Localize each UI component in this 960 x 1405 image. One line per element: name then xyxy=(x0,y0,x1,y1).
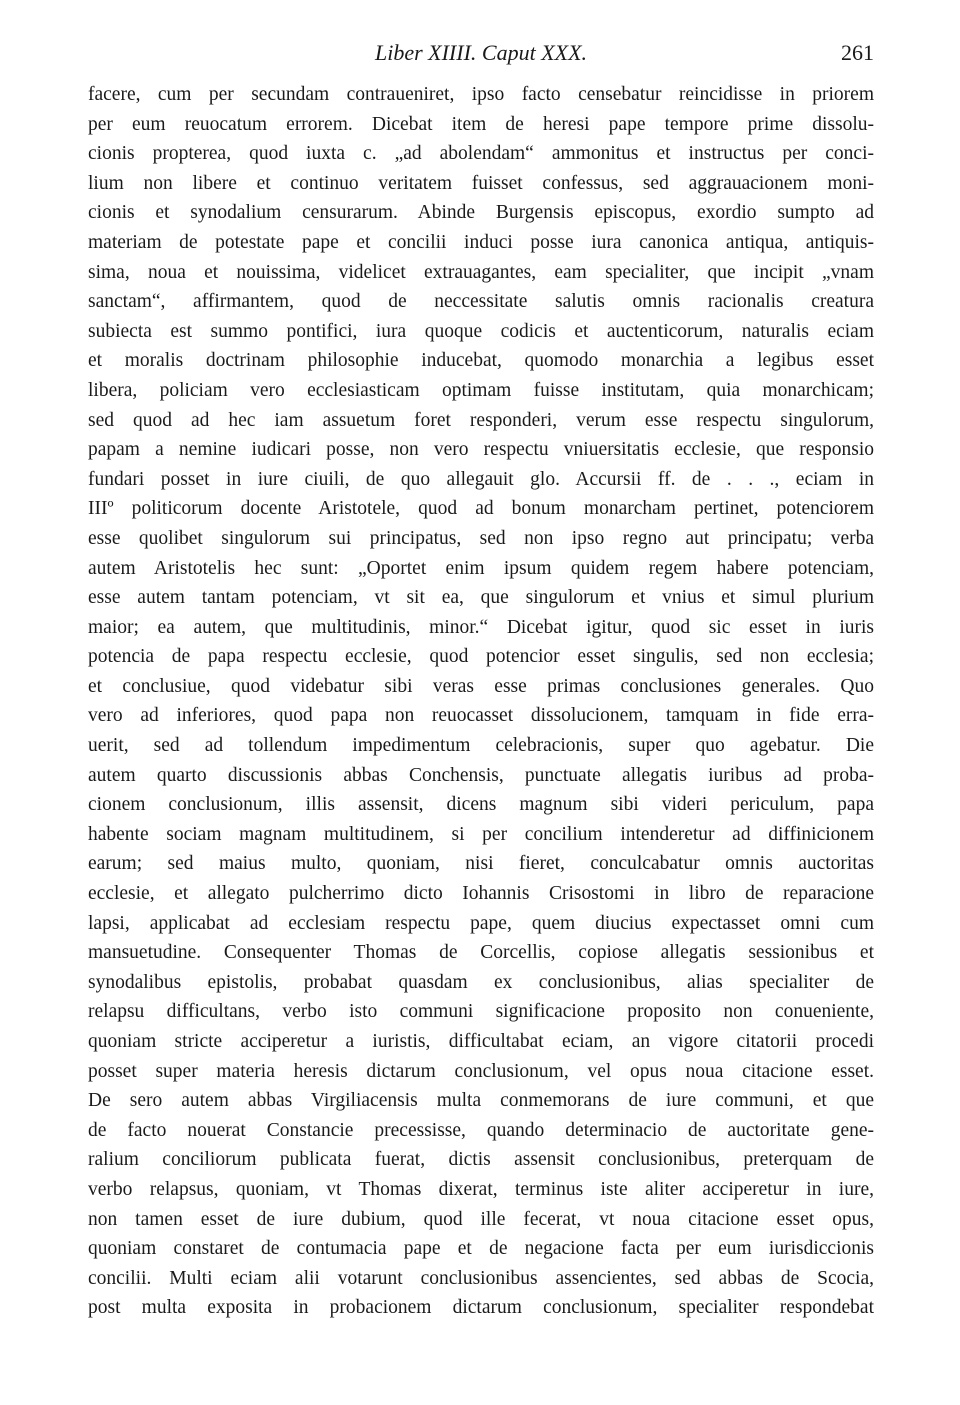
text-line: subiecta est summo pontifici, iura quoque codicis et auctenticorum, naturalis eciam xyxy=(88,320,874,342)
text-line: fundari posset in iure ciuili, de quo allegauit glo. Accursii ff. de . . ., eciam in xyxy=(88,468,874,490)
text-line: potencia de papa respectu ecclesie, quod potencior esset singulis, sed non ecclesia; xyxy=(88,646,874,668)
text-line: maior; ea autem, que multitudinis, minor.“ Dicebat igitur, quod sic esset in iuris xyxy=(88,616,874,638)
running-title: Liber XIIII. Caput XXX. xyxy=(374,40,588,65)
text-line: autem Aristotelis hec sunt: „Oportet enim ipsum quidem regem habere potenciam, xyxy=(88,557,874,579)
page-header xyxy=(88,40,874,80)
text-line: sima, noua et nouissima, videlicet extrauagantes, eam specialiter, que incipit „vnam xyxy=(88,261,874,283)
text-line: post multa exposita in probacionem dictarum conclusionum, specialiter respondebat xyxy=(88,1297,874,1319)
text-line: IIIº politicorum docente Aristotele, quod ad bonum monarcham pertinet, potenciorem xyxy=(88,498,874,520)
text-line: facere, cum per secundam contraueniret, ipso facto censebatur reincidisse in priorem xyxy=(88,84,874,105)
text-line: lapsi, applicabat ad ecclesiam respectu pape, quem diucius expectasset omni cum xyxy=(88,912,874,934)
text-line: cionis et synodalium censurarum. Abinde Burgensis episcopus, exordio sumpto ad xyxy=(88,202,874,224)
text-line: sanctam“, affirmantem, quod de neccessitate salutis omnis racionalis creatura xyxy=(88,291,874,313)
text-line: de facto nouerat Constancie precessisse, quando determinacio de auctoritate gene- xyxy=(88,1119,874,1141)
text-line: et moralis doctrinam philosophie inducebat, quomodo monarchia a legibus esset xyxy=(88,350,874,372)
text-line: ecclesie, et allegato pulcherrimo dicto Iohannis Crisostomi in libro de reparacione xyxy=(88,883,874,905)
text-line: concilii. Multi eciam alii votarunt conclusionibus assencientes, sed abbas de Scocia, xyxy=(88,1267,874,1289)
text-line: earum; sed maius multo, quoniam, nisi fieret, conculcabatur omnis auctoritas xyxy=(88,853,874,875)
text-line: quoniam constaret de contumacia pape et de negacione facta per eum iurisdiccionis xyxy=(88,1238,874,1260)
text-line: materiam de potestate pape et concilii induci posse iura canonica antiqua, antiquis- xyxy=(88,231,874,253)
text-line: vero ad inferiores, quod papa non reuocasset dissolucionem, tamquam in fide erra- xyxy=(88,705,874,727)
text-line: papam a nemine iudicari posse, non vero respectu vniuersitatis ecclesie, que responsio xyxy=(88,439,874,461)
text-line: et conclusiue, quod videbatur sibi veras esse primas conclusiones generales. Quo xyxy=(88,675,874,697)
text-line: uerit, sed ad tollendum impedimentum celebracionis, super quo agebatur. Die xyxy=(88,735,874,757)
text-line: esse quolibet singulorum sui principatus, sed non ipso regno aut principatu; verba xyxy=(88,527,874,549)
text-line: cionis propterea, quod iuxta c. „ad abolendam“ ammonitus et instructus per conci- xyxy=(88,143,874,165)
text-line: mansuetudine. Consequenter Thomas de Corcellis, copiose allegatis sessionibus et xyxy=(88,942,874,964)
text-line: libera, policiam vero ecclesiasticam optimam fuisse institutam, quia monarchicam; xyxy=(88,379,874,401)
text-line: ralium conciliorum publicata fuerat, dictis assensit conclusionibus, preterquam de xyxy=(88,1149,874,1171)
text-line: verbo relapsus, quoniam, vt Thomas dixerat, terminus iste aliter acciperetur in iure, xyxy=(88,1178,874,1200)
page-number: 261 xyxy=(841,40,874,65)
text-line: habente sociam magnam multitudinem, si per concilium intenderetur ad diffinicionem xyxy=(88,823,874,845)
body-text xyxy=(88,80,874,1323)
book-page xyxy=(88,40,874,1323)
text-line: posset super materia heresis dictarum conclusionum, vel opus noua citacione esset. xyxy=(88,1060,874,1082)
text-line: autem quarto discussionis abbas Conchensis, punctuate allegatis iuribus ad proba- xyxy=(88,764,874,786)
text-line: synodalibus epistolis, probabat quasdam ex conclusionibus, alias specialiter de xyxy=(88,971,874,993)
text-line: sed quod ad hec iam assuetum foret responderi, verum esse respectu singulorum, xyxy=(88,409,874,431)
text-line: quoniam stricte acciperetur a iuristis, difficultabat eciam, an vigore citatorii procedi xyxy=(88,1031,874,1052)
text-line: per eum reuocatum errorem. Dicebat item de heresi pape tempore prime dissolu- xyxy=(88,113,874,135)
text-line: non tamen esset de iure dubium, quod ille fecerat, vt noua citacione esset opus, xyxy=(88,1208,874,1230)
text-line: relapsu difficultans, verbo isto communi significacione proposito non conueniente, xyxy=(88,1001,874,1023)
text-line: De sero autem abbas Virgiliacensis multa conmemorans de iure communi, et que xyxy=(88,1090,874,1112)
text-line: cionem conclusionum, illis assensit, dicens magnum sibi videri periculum, papa xyxy=(88,794,874,816)
text-line: esse autem tantam potenciam, vt sit ea, que singulorum et vnius et simul plurium xyxy=(88,587,874,609)
text-line: lium non libere et continuo veritatem fuisset confessus, sed aggrauacionem moni- xyxy=(88,172,874,194)
